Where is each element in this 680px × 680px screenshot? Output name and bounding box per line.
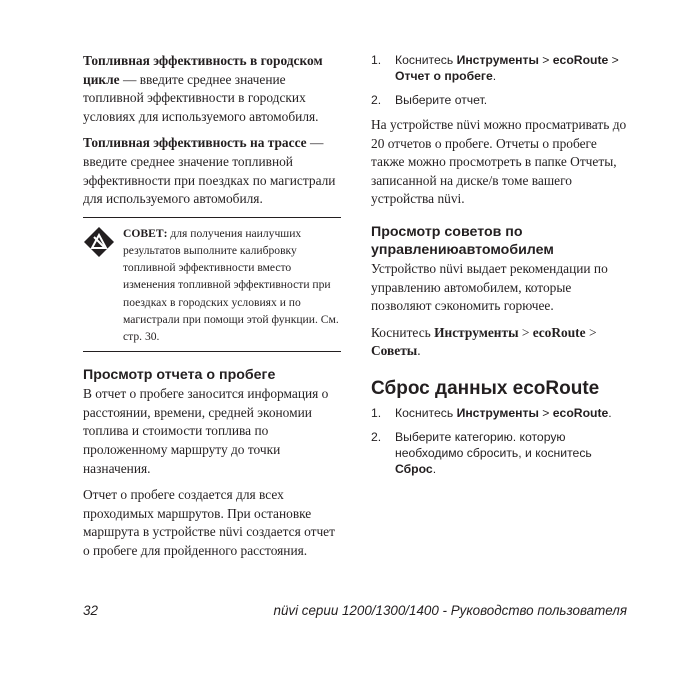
trip-report-heading: Просмотр отчета о пробеге <box>83 367 276 384</box>
tip-body: для получения наилучших результатов выполните калибровку топливной эффективности вместо изменения топливной эффективности при поездках в городских условиях и по магистрали при помощи этой функции. См. стр. 30. <box>123 226 339 343</box>
driving-tips-heading: Просмотр советов по управлениюавтомобилем <box>371 223 554 258</box>
footer-title: nüvi серии 1200/1300/1400 - Руководство пользователя <box>273 603 627 618</box>
driving-tips-paragraph: Устройство nüvi выдает рекомендации по управлению автомобилем, которые позволяют сэкономить горючее. <box>371 260 608 314</box>
step-item: 2. Выберите отчет. <box>371 93 488 107</box>
trip-report-paragraph-2: Отчет о пробеге создается для всех проходимых маршрутов. При остановке маршрута в устройстве nüvi создается отчет о пробеге для пройденного расстояния. <box>83 487 335 558</box>
tip-icon <box>83 225 123 345</box>
highway-efficiency-paragraph: Топливная эффективность на трассе — введите среднее значение топливной эффективности при поездках по магистрали для используемого автомобиля. <box>83 135 336 207</box>
trip-report-steps <box>371 52 627 108</box>
page-number: 32 <box>83 603 98 618</box>
driving-tips-instruction: Коснитесь Инструменты > ecoRoute > Советы. <box>371 324 597 359</box>
step-item: 1. Коснитесь Инструменты > ecoRoute > Отчет о пробеге. <box>371 53 619 83</box>
step-item: 2. Выберите категорию. которую необходимо сбросить, и коснитесь Сброс. <box>371 429 592 476</box>
highway-efficiency-text: введите среднее значение топливной эффективности при поездках по магистрали для используемого автомобиля. <box>83 153 336 207</box>
right-column <box>371 52 627 485</box>
trip-report-storage-paragraph: На устройстве nüvi можно просматривать до 20 отчетов о пробеге. Отчеты о пробеге также можно просмотреть в папке Отчеты, записанной на диске/в томе вашего устройства nüvi. <box>371 117 627 207</box>
highway-efficiency-term: Топливная эффективность на трассе <box>83 135 307 151</box>
tip-label: СОВЕТ: <box>123 226 168 240</box>
left-column <box>83 52 341 569</box>
city-efficiency-term: Топливная эффективность в городском цикле <box>83 53 323 87</box>
city-efficiency-text: введите среднее значение топливной эффективности в городских условиях для используемого автомобиля. <box>83 71 319 124</box>
reset-section-heading: Сброс данных ecoRoute <box>371 377 600 399</box>
tip-box <box>83 217 341 352</box>
reset-steps <box>371 405 627 477</box>
step-item: 1. Коснитесь Инструменты > ecoRoute. <box>371 405 612 420</box>
city-efficiency-paragraph: Топливная эффективность в городском цикле — введите среднее значение топливной эффективности в городских условиях для используемого автомобиля. <box>83 53 323 124</box>
trip-report-paragraph-1: В отчет о пробеге заносится информация о расстоянии, времени, средней экономии топлива и стоимости топлива по проложенному маршруту до точки назначения. <box>83 386 329 476</box>
tip-text <box>123 225 341 345</box>
